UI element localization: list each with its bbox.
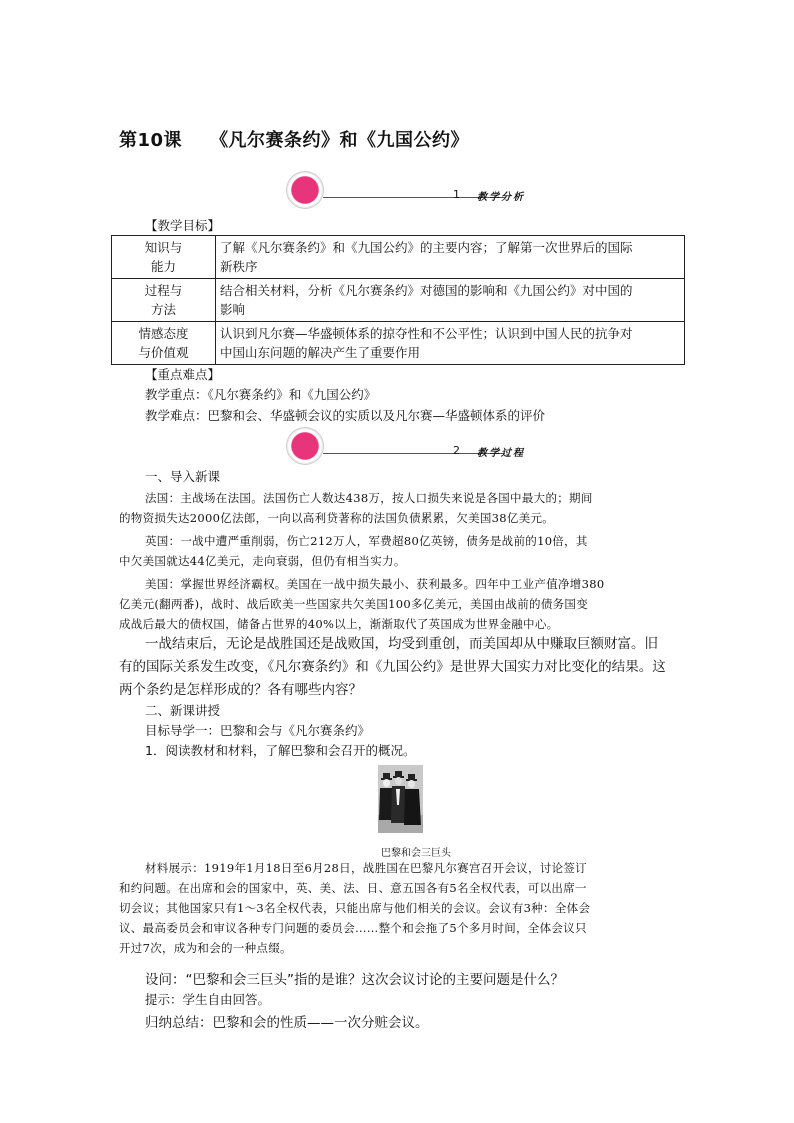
difficult-point: 教学难点：巴黎和会、华盛顿会议的实质以及凡尔赛—华盛顿体系的评价 [145, 408, 546, 423]
paragraph-material: 材料展示：1919年1月18日至6月28日，战胜国在巴黎凡尔赛宫召开会议，讨论签订 和约问题。在出席和会的国家中，英、美、法、日、意五国各有5名全权代表，可以出席一 切会议；其他国家只有1～3名全权代表，只能出席与他们相关的会议。会议有3种：全体会 议、最高委员会和审议各种专门问题的委员会……整个和会拖了5个多月时间，全体会议只 开过7次，成为和会的一种点缀。 [119, 861, 591, 955]
paragraph-uk: 英国：一战中遭严重削弱，伤亡212万人，军费超80亿英镑，债务是战前的10倍，其 中欠美国就达44亿美元，走向衰弱，但仍有相当实力。 [119, 534, 588, 568]
conclusion: 归纳总结：巴黎和会的性质——一次分赃会议。 [145, 1015, 429, 1031]
target-one: 目标导学一：巴黎和会与《凡尔赛条约》 [145, 723, 371, 738]
banner-label: 教学过程 [477, 448, 525, 459]
new-lesson-heading: 二、新课讲授 [145, 703, 221, 718]
table-row: 过程与 方法 结合相关材料，分析《凡尔赛条约》对德国的影响和《九国公约》对中国的 影响 [112, 279, 685, 322]
lesson-number: 第10课 [119, 130, 183, 151]
goals-heading: 【教学目标】 [145, 218, 221, 233]
section-banner-process: 2 教学过程 [287, 428, 587, 466]
paragraph-us: 美国：掌握世界经济霸权。美国在一战中损失最小、获利最多。四年中工业产值净增380 亿美元(翻两番)，战时、战后欧美一些国家共欠美国100多亿美元，美国由战前的债务国变 成战后最大的债权国，储备占世界的40%以上，渐渐取代了英国成为世界金融中心。 [119, 577, 605, 631]
banner-circle-icon [287, 428, 323, 464]
step-one: 1．阅读教材和材料，了解巴黎和会召开的概况。 [145, 743, 416, 758]
key-point: 教学重点：《凡尔赛条约》和《九国公约》 [145, 387, 377, 402]
people-photo-icon [378, 765, 423, 833]
key-heading: 【重点难点】 [145, 367, 221, 382]
big-three-photo [378, 765, 423, 833]
intro-heading: 一、导入新课 [145, 469, 221, 484]
page-title [119, 126, 469, 152]
paragraph-summary: 一战结束后，无论是战胜国还是战败国，均受到重创，而美国却从中赚取巨额财富。旧 有的国际关系发生改变，《凡尔赛条约》和《九国公约》是世界大国实力对比变化的结果。这 两个条约是怎样形成的？各有哪些内容？ [119, 636, 666, 698]
lesson-name: 《凡尔赛条约》和《九国公约》 [210, 130, 470, 151]
paragraph-france: 法国：主战场在法国。法国伤亡人数达438万，按人口损失来说是各国中最大的；期间 的物资损失达2000亿法郎，一向以高利贷著称的法国负债累累，欠美国38亿美元。 [119, 491, 593, 525]
hint: 提示：学生自由回答。 [145, 992, 271, 1007]
table-row: 知识与 能力 了解《凡尔赛条约》和《九国公约》的主要内容；了解第一次世界后的国际 新秩序 [112, 236, 685, 279]
photo-caption: 巴黎和会三巨头 [381, 848, 451, 859]
question: 设问：“巴黎和会三巨头”指的是谁？这次会议讨论的主要问题是什么？ [145, 972, 564, 988]
table-row: 情感态度 与价值观 认识到凡尔赛—华盛顿体系的掠夺性和不公平性；认识到中国人民的抗争对 中国山东问题的解决产生了重要作用 [112, 322, 685, 365]
section-banner-analysis: 1 教学分析 [287, 172, 587, 210]
banner-label: 教学分析 [477, 192, 525, 203]
goals-table [111, 235, 685, 365]
banner-circle-icon [287, 172, 323, 208]
